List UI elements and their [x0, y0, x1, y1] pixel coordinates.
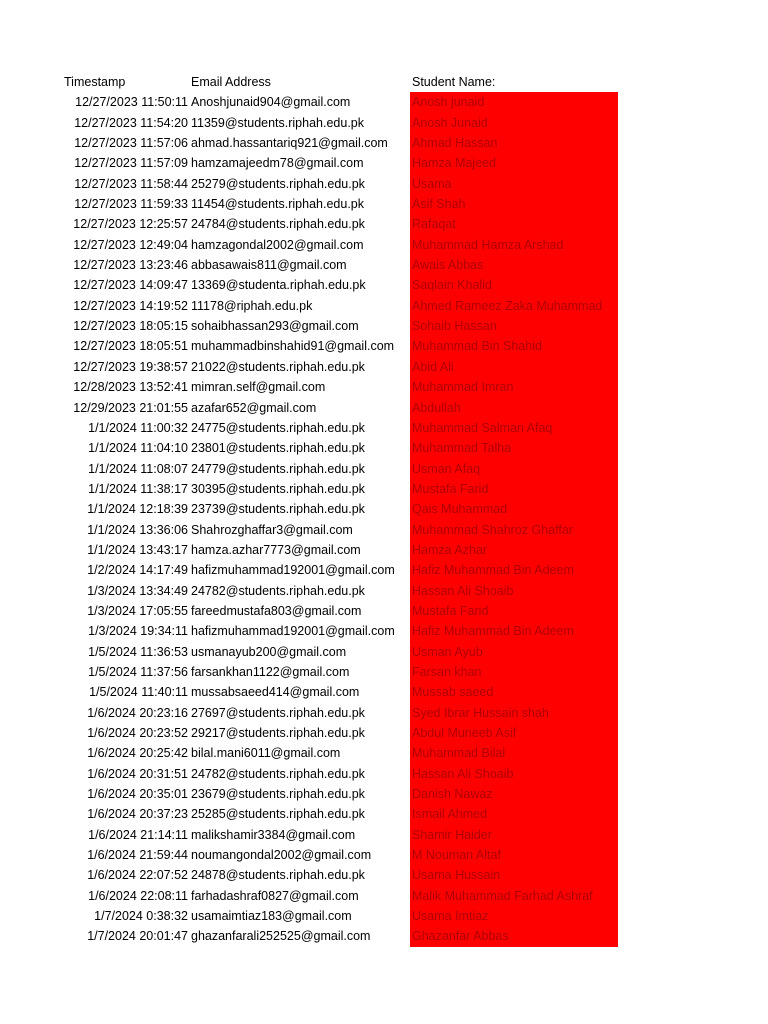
email-cell: bilal.mani6011@gmail.com	[191, 746, 341, 761]
email-cell: Shahrozghaffar3@gmail.com	[191, 522, 353, 537]
email-cell: 11359@students.riphah.edu.pk	[191, 115, 364, 130]
table-row	[0, 336, 768, 356]
timestamp-cell: 1/3/2024 13:34:49	[87, 583, 188, 598]
table-row	[0, 459, 768, 479]
table-row	[0, 398, 768, 418]
student-name-cell: Mustafa Farid	[410, 479, 618, 499]
student-name-cell: Saqlain Khalid	[410, 275, 618, 295]
table-row	[0, 682, 768, 702]
timestamp-cell: 1/1/2024 12:18:39	[87, 502, 188, 517]
student-name-cell: Usama Hussain	[410, 865, 618, 885]
email-cell: azafar652@gmail.com	[191, 400, 317, 415]
timestamp-cell: 1/1/2024 13:43:17	[87, 542, 188, 557]
email-cell: 24779@students.riphah.edu.pk	[191, 461, 365, 476]
student-name-cell: Hamza Azhar	[410, 540, 618, 560]
table-row	[0, 418, 768, 438]
student-name-cell: Muhammad Shahroz Ghaffar	[410, 520, 618, 540]
student-name-cell: Abdul Muneeb Asif	[410, 723, 618, 743]
student-name-cell: Hassan Ali Shoaib	[410, 581, 618, 601]
email-cell: hamzamajeedm78@gmail.com	[191, 156, 364, 171]
table-row	[0, 743, 768, 763]
email-cell: 11178@riphah.edu.pk	[191, 298, 313, 313]
table-row	[0, 174, 768, 194]
table-row	[0, 886, 768, 906]
table-row	[0, 926, 768, 946]
student-name-cell: M Nouman Altaf	[410, 845, 618, 865]
student-name-cell: Ahmed Rameez Zaka Muhammad	[410, 296, 618, 316]
timestamp-cell: 12/27/2023 12:25:57	[73, 217, 188, 232]
table-row	[0, 662, 768, 682]
timestamp-cell: 1/3/2024 17:05:55	[87, 603, 188, 618]
table-row	[0, 825, 768, 845]
email-cell: 30395@students.riphah.edu.pk	[191, 481, 365, 496]
student-name-cell: Danish Nawaz	[410, 784, 618, 804]
table-row	[0, 703, 768, 723]
table-row	[0, 377, 768, 397]
table-row	[0, 479, 768, 499]
table-row	[0, 499, 768, 519]
email-cell: 21022@students.riphah.edu.pk	[191, 359, 365, 374]
timestamp-cell: 1/1/2024 13:36:06	[87, 522, 188, 537]
email-cell: usamaimtiaz183@gmail.com	[191, 909, 352, 924]
response-sheet	[0, 72, 768, 947]
timestamp-cell: 1/6/2024 22:08:11	[88, 888, 188, 903]
table-row	[0, 865, 768, 885]
timestamp-cell: 12/27/2023 12:49:04	[73, 237, 188, 252]
table-row	[0, 194, 768, 214]
student-name-cell: Muhammad Bin Shahid	[410, 336, 618, 356]
email-cell: 24782@students.riphah.edu.pk	[191, 766, 365, 781]
timestamp-cell: 1/1/2024 11:38:17	[88, 481, 188, 496]
timestamp-cell: 12/27/2023 18:05:15	[73, 319, 188, 334]
timestamp-cell: 1/6/2024 20:25:42	[87, 746, 188, 761]
timestamp-cell: 1/6/2024 22:07:52	[87, 868, 188, 883]
email-cell: usmanayub200@gmail.com	[191, 644, 347, 659]
table-row	[0, 153, 768, 173]
header-row	[0, 72, 768, 92]
table-row	[0, 540, 768, 560]
table-row	[0, 255, 768, 275]
timestamp-cell: 12/27/2023 14:09:47	[73, 278, 188, 293]
table-row	[0, 438, 768, 458]
email-cell: ghazanfarali252525@gmail.com	[191, 929, 371, 944]
email-cell: 25285@students.riphah.edu.pk	[191, 807, 365, 822]
student-name-cell: Ahmad Hassan	[410, 133, 618, 153]
table-row	[0, 235, 768, 255]
student-name-cell: Mustafa Farid	[410, 601, 618, 621]
student-name-cell: Usman Afaq	[410, 459, 618, 479]
timestamp-cell: 1/7/2024 20:01:47	[87, 929, 188, 944]
student-name-cell: Muhammad Hamza Arshad	[410, 235, 618, 255]
email-cell: mimran.self@gmail.com	[191, 380, 326, 395]
table-row	[0, 764, 768, 784]
table-row	[0, 113, 768, 133]
table-row	[0, 316, 768, 336]
timestamp-cell: 1/5/2024 11:37:56	[88, 664, 188, 679]
table-row	[0, 560, 768, 580]
timestamp-cell: 1/5/2024 11:36:53	[88, 644, 188, 659]
student-name-cell: Muhammad Imran	[410, 377, 618, 397]
timestamp-cell: 1/6/2024 21:59:44	[87, 848, 188, 863]
timestamp-cell: 1/1/2024 11:04:10	[88, 441, 188, 456]
timestamp-cell: 1/6/2024 20:37:23	[87, 807, 188, 822]
student-name-header: Student Name:	[410, 72, 618, 92]
student-name-cell: Usama Imtiaz	[410, 906, 618, 926]
email-cell: noumangondal2002@gmail.com	[191, 848, 372, 863]
table-row	[0, 845, 768, 865]
table-row	[0, 723, 768, 743]
timestamp-cell: 1/6/2024 20:23:52	[87, 726, 188, 740]
email-cell: 27697@students.riphah.edu.pk	[191, 705, 365, 720]
table-row	[0, 92, 768, 112]
table-row	[0, 520, 768, 540]
email-cell: hafizmuhammad192001@gmail.com	[191, 563, 395, 578]
timestamp-cell: 12/27/2023 11:54:20	[74, 115, 188, 130]
student-name-cell: Hamza Majeed	[410, 153, 618, 173]
email-cell: hamza.azhar7773@gmail.com	[191, 542, 361, 557]
email-cell: hamzagondal2002@gmail.com	[191, 237, 364, 252]
email-cell: sohaibhassan293@gmail.com	[191, 319, 359, 334]
email-cell: hafizmuhammad192001@gmail.com	[191, 624, 395, 639]
timestamp-cell: 1/2/2024 14:17:49	[87, 563, 188, 578]
timestamp-cell: 1/3/2024 19:34:11	[88, 624, 188, 639]
table-row	[0, 621, 768, 641]
email-cell: 23739@students.riphah.edu.pk	[191, 502, 365, 517]
email-cell: malikshamir3384@gmail.com	[191, 827, 356, 842]
table-row	[0, 784, 768, 804]
table-row	[0, 804, 768, 824]
student-name-cell: Anosh Junaid	[410, 113, 618, 133]
email-cell: 13369@studenta.riphah.edu.pk	[191, 278, 366, 293]
timestamp-cell: 12/27/2023 11:57:09	[74, 156, 188, 171]
email-cell: ahmad.hassantariq921@gmail.com	[191, 136, 388, 151]
timestamp-header: Timestamp	[64, 75, 126, 89]
email-cell: 23801@students.riphah.edu.pk	[191, 441, 365, 456]
table-row	[0, 296, 768, 316]
student-name-cell: Muhammad Salman Afaq	[410, 418, 618, 438]
email-cell: 29217@students.riphah.edu.pk	[191, 726, 365, 740]
email-header: Email Address	[191, 75, 271, 89]
email-cell: abbasawais811@gmail.com	[191, 258, 347, 273]
table-row	[0, 133, 768, 153]
student-name-cell: Usman Ayub	[410, 642, 618, 662]
student-name-cell: Farsan khan	[410, 662, 618, 682]
data-rows	[0, 92, 768, 946]
timestamp-cell: 1/6/2024 20:35:01	[87, 787, 188, 802]
timestamp-cell: 1/6/2024 20:23:16	[87, 705, 188, 720]
student-name-cell: Ghazanfar Abbas	[410, 926, 618, 946]
table-row	[0, 906, 768, 926]
timestamp-cell: 12/27/2023 13:23:46	[73, 258, 188, 273]
timestamp-cell: 12/29/2023 21:01:55	[73, 400, 188, 415]
email-cell: fareedmustafa803@gmail.com	[191, 603, 362, 618]
timestamp-cell: 1/1/2024 11:08:07	[88, 461, 188, 476]
timestamp-cell: 1/6/2024 21:14:11	[88, 827, 188, 842]
email-cell: mussabsaeed414@gmail.com	[191, 685, 360, 700]
email-cell: muhammadbinshahid91@gmail.com	[191, 339, 395, 354]
student-name-cell: Mussab saeed	[410, 682, 618, 702]
table-row	[0, 214, 768, 234]
student-name-cell: Hafiz Muhammad Bin Adeem	[410, 560, 618, 580]
student-name-cell: Abdullah	[410, 398, 618, 418]
timestamp-cell: 1/5/2024 11:40:11	[89, 685, 188, 700]
student-name-cell: Shamir Haider	[410, 825, 618, 845]
email-cell: 24878@students.riphah.edu.pk	[191, 868, 365, 883]
timestamp-cell: 12/27/2023 11:58:44	[74, 176, 188, 191]
student-name-cell: Usama	[410, 174, 618, 194]
timestamp-cell: 1/7/2024 0:38:32	[94, 909, 188, 924]
student-name-cell: Ismail Ahmed	[410, 804, 618, 824]
table-row	[0, 275, 768, 295]
student-name-cell: Awais Abbas	[410, 255, 618, 275]
student-name-cell: Syed Ibrar Hussain shah	[410, 703, 618, 723]
timestamp-cell: 1/1/2024 11:00:32	[88, 420, 188, 435]
student-name-cell: Anosh junaid	[410, 92, 618, 112]
timestamp-cell: 1/6/2024 20:31:51	[87, 766, 188, 781]
student-name-cell: Hassan Ali Shoaib	[410, 764, 618, 784]
table-row	[0, 357, 768, 377]
email-cell: Anoshjunaid904@gmail.com	[191, 95, 351, 110]
student-name-cell: Muhammad Talha	[410, 438, 618, 458]
email-cell: farhadashraf0827@gmail.com	[191, 888, 359, 903]
student-name-cell: Asif Shah	[410, 194, 618, 214]
timestamp-cell: 12/27/2023 18:05:51	[73, 339, 188, 354]
email-cell: 25279@students.riphah.edu.pk	[191, 176, 365, 191]
timestamp-cell: 12/27/2023 19:38:57	[73, 359, 188, 374]
email-cell: 24782@students.riphah.edu.pk	[191, 583, 365, 598]
email-cell: farsankhan1122@gmail.com	[191, 664, 350, 679]
timestamp-cell: 12/28/2023 13:52:41	[73, 380, 188, 395]
timestamp-cell: 12/27/2023 11:57:06	[74, 136, 188, 151]
student-name-cell: Rafaqat	[410, 214, 618, 234]
email-cell: 24784@students.riphah.edu.pk	[191, 217, 365, 232]
email-cell: 11454@students.riphah.edu.pk	[191, 197, 364, 212]
timestamp-cell: 12/27/2023 11:59:33	[74, 197, 188, 212]
email-cell: 23679@students.riphah.edu.pk	[191, 787, 365, 802]
student-name-cell: Sohaib Hassan	[410, 316, 618, 336]
student-name-cell: Abid Ali	[410, 357, 618, 377]
table-row	[0, 581, 768, 601]
student-name-cell: Qais Muhammad	[410, 499, 618, 519]
table-row	[0, 642, 768, 662]
student-name-cell: Hafiz Muhammad Bin Adeem	[410, 621, 618, 641]
email-cell: 24775@students.riphah.edu.pk	[191, 420, 365, 435]
table-row	[0, 601, 768, 621]
student-name-cell: Malik Muhammad Farhad Ashraf	[410, 886, 618, 906]
timestamp-cell: 12/27/2023 14:19:52	[73, 298, 188, 313]
student-name-cell: Muhammad Bilal	[410, 743, 618, 763]
timestamp-cell: 12/27/2023 11:50:11	[75, 95, 188, 110]
